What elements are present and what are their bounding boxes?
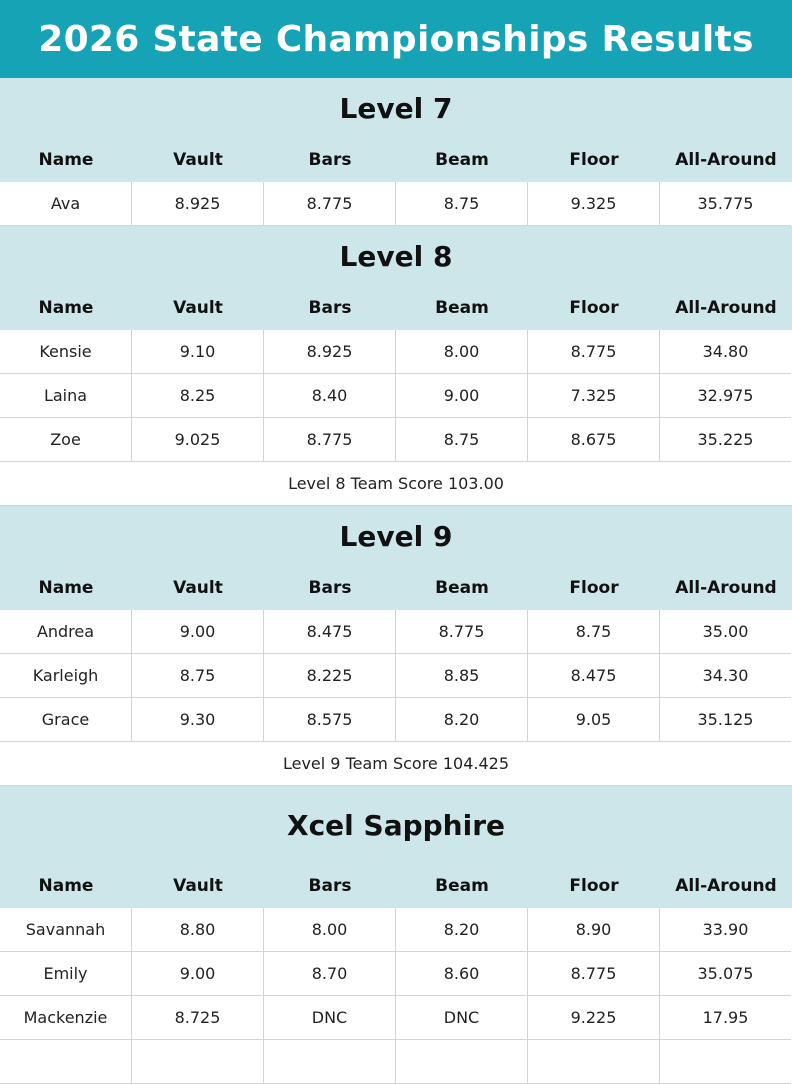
column-header-floor: Floor [569, 150, 619, 170]
floor-cell: 9.05 [528, 698, 660, 742]
team-score: Level 8 Team Score 103.00 [0, 462, 792, 506]
beam-cell: 8.60 [396, 952, 528, 996]
beam-cell: DNC [396, 996, 528, 1040]
column-header-all-around: All-Around [675, 876, 777, 896]
name-cell: Grace [0, 698, 132, 742]
section-level-7 [0, 78, 792, 182]
column-header-floor: Floor [569, 876, 619, 896]
column-header-beam: Beam [435, 578, 489, 598]
bars-cell: 8.70 [264, 952, 396, 996]
column-header-name: Name [38, 150, 94, 170]
vault-cell: 8.25 [132, 374, 264, 418]
bars-cell [264, 1040, 396, 1084]
beam-cell: 8.85 [396, 654, 528, 698]
bars-cell: 8.475 [264, 610, 396, 654]
bars-cell: 8.775 [264, 418, 396, 462]
table-row [0, 996, 792, 1040]
section-level-9 [0, 506, 792, 610]
floor-cell: 8.90 [528, 908, 660, 952]
all-around-cell [660, 1040, 791, 1084]
table-row [0, 374, 792, 418]
section-title: Level 7 [339, 91, 453, 125]
floor-cell: 8.75 [528, 610, 660, 654]
column-header-bars: Bars [308, 150, 352, 170]
column-header-bars: Bars [308, 578, 352, 598]
vault-cell [132, 1040, 264, 1084]
page-title: 2026 State Championships Results [0, 0, 792, 78]
all-around-cell: 35.075 [660, 952, 791, 996]
floor-cell [528, 1040, 660, 1084]
column-header-name: Name [38, 298, 94, 318]
column-header-bars: Bars [308, 876, 352, 896]
vault-cell: 9.10 [132, 330, 264, 374]
table-row [0, 654, 792, 698]
all-around-cell: 35.775 [660, 182, 791, 226]
header-row [0, 286, 792, 330]
bars-cell: DNC [264, 996, 396, 1040]
section-title: Xcel Sapphire [287, 808, 505, 842]
floor-cell: 8.775 [528, 952, 660, 996]
vault-cell: 9.30 [132, 698, 264, 742]
all-around-cell: 35.125 [660, 698, 791, 742]
column-header-floor: Floor [569, 298, 619, 318]
floor-cell: 8.775 [528, 330, 660, 374]
section-title: Level 9 [339, 519, 453, 553]
table-row [0, 908, 792, 952]
table-row [0, 330, 792, 374]
column-header-floor: Floor [569, 578, 619, 598]
section-level-8 [0, 226, 792, 330]
column-header-beam: Beam [435, 150, 489, 170]
vault-cell: 9.00 [132, 952, 264, 996]
name-cell: Emily [0, 952, 132, 996]
column-header-name: Name [38, 578, 94, 598]
column-header-vault: Vault [173, 298, 223, 318]
beam-cell: 8.75 [396, 182, 528, 226]
all-around-cell: 32.975 [660, 374, 791, 418]
beam-cell: 8.75 [396, 418, 528, 462]
name-cell: Ava [0, 182, 132, 226]
beam-cell [396, 1040, 528, 1084]
column-header-bars: Bars [308, 298, 352, 318]
bars-cell: 8.575 [264, 698, 396, 742]
bars-cell: 8.925 [264, 330, 396, 374]
beam-cell: 8.20 [396, 698, 528, 742]
beam-cell: 9.00 [396, 374, 528, 418]
name-cell: Mackenzie [0, 996, 132, 1040]
all-around-cell: 35.225 [660, 418, 791, 462]
beam-cell: 8.00 [396, 330, 528, 374]
table-row [0, 418, 792, 462]
column-header-beam: Beam [435, 298, 489, 318]
bars-cell: 8.775 [264, 182, 396, 226]
section-title: Level 8 [339, 239, 453, 273]
vault-cell: 8.925 [132, 182, 264, 226]
column-header-all-around: All-Around [675, 298, 777, 318]
team-score: Level 9 Team Score 104.425 [0, 742, 792, 786]
table-row [0, 610, 792, 654]
beam-cell: 8.20 [396, 908, 528, 952]
section-xcel-sapphire [0, 786, 792, 908]
column-header-name: Name [38, 876, 94, 896]
vault-cell: 8.80 [132, 908, 264, 952]
beam-cell: 8.775 [396, 610, 528, 654]
bars-cell: 8.225 [264, 654, 396, 698]
table-row [0, 952, 792, 996]
vault-cell: 9.025 [132, 418, 264, 462]
name-cell: Karleigh [0, 654, 132, 698]
floor-cell: 8.475 [528, 654, 660, 698]
table-row [0, 182, 792, 226]
column-header-vault: Vault [173, 876, 223, 896]
column-header-all-around: All-Around [675, 578, 777, 598]
header-row [0, 138, 792, 182]
all-around-cell: 17.95 [660, 996, 791, 1040]
column-header-beam: Beam [435, 876, 489, 896]
vault-cell: 8.725 [132, 996, 264, 1040]
name-cell: Savannah [0, 908, 132, 952]
all-around-cell: 35.00 [660, 610, 791, 654]
vault-cell: 9.00 [132, 610, 264, 654]
floor-cell: 9.225 [528, 996, 660, 1040]
all-around-cell: 34.80 [660, 330, 791, 374]
all-around-cell: 34.30 [660, 654, 791, 698]
table-row [0, 1040, 792, 1084]
name-cell: Laina [0, 374, 132, 418]
bars-cell: 8.00 [264, 908, 396, 952]
floor-cell: 8.675 [528, 418, 660, 462]
name-cell: Andrea [0, 610, 132, 654]
name-cell: Kensie [0, 330, 132, 374]
header-row [0, 864, 792, 908]
column-header-vault: Vault [173, 150, 223, 170]
table-row [0, 698, 792, 742]
all-around-cell: 33.90 [660, 908, 791, 952]
floor-cell: 9.325 [528, 182, 660, 226]
vault-cell: 8.75 [132, 654, 264, 698]
floor-cell: 7.325 [528, 374, 660, 418]
column-header-vault: Vault [173, 578, 223, 598]
bars-cell: 8.40 [264, 374, 396, 418]
name-cell [0, 1040, 132, 1084]
column-header-all-around: All-Around [675, 150, 777, 170]
header-row [0, 566, 792, 610]
name-cell: Zoe [0, 418, 132, 462]
